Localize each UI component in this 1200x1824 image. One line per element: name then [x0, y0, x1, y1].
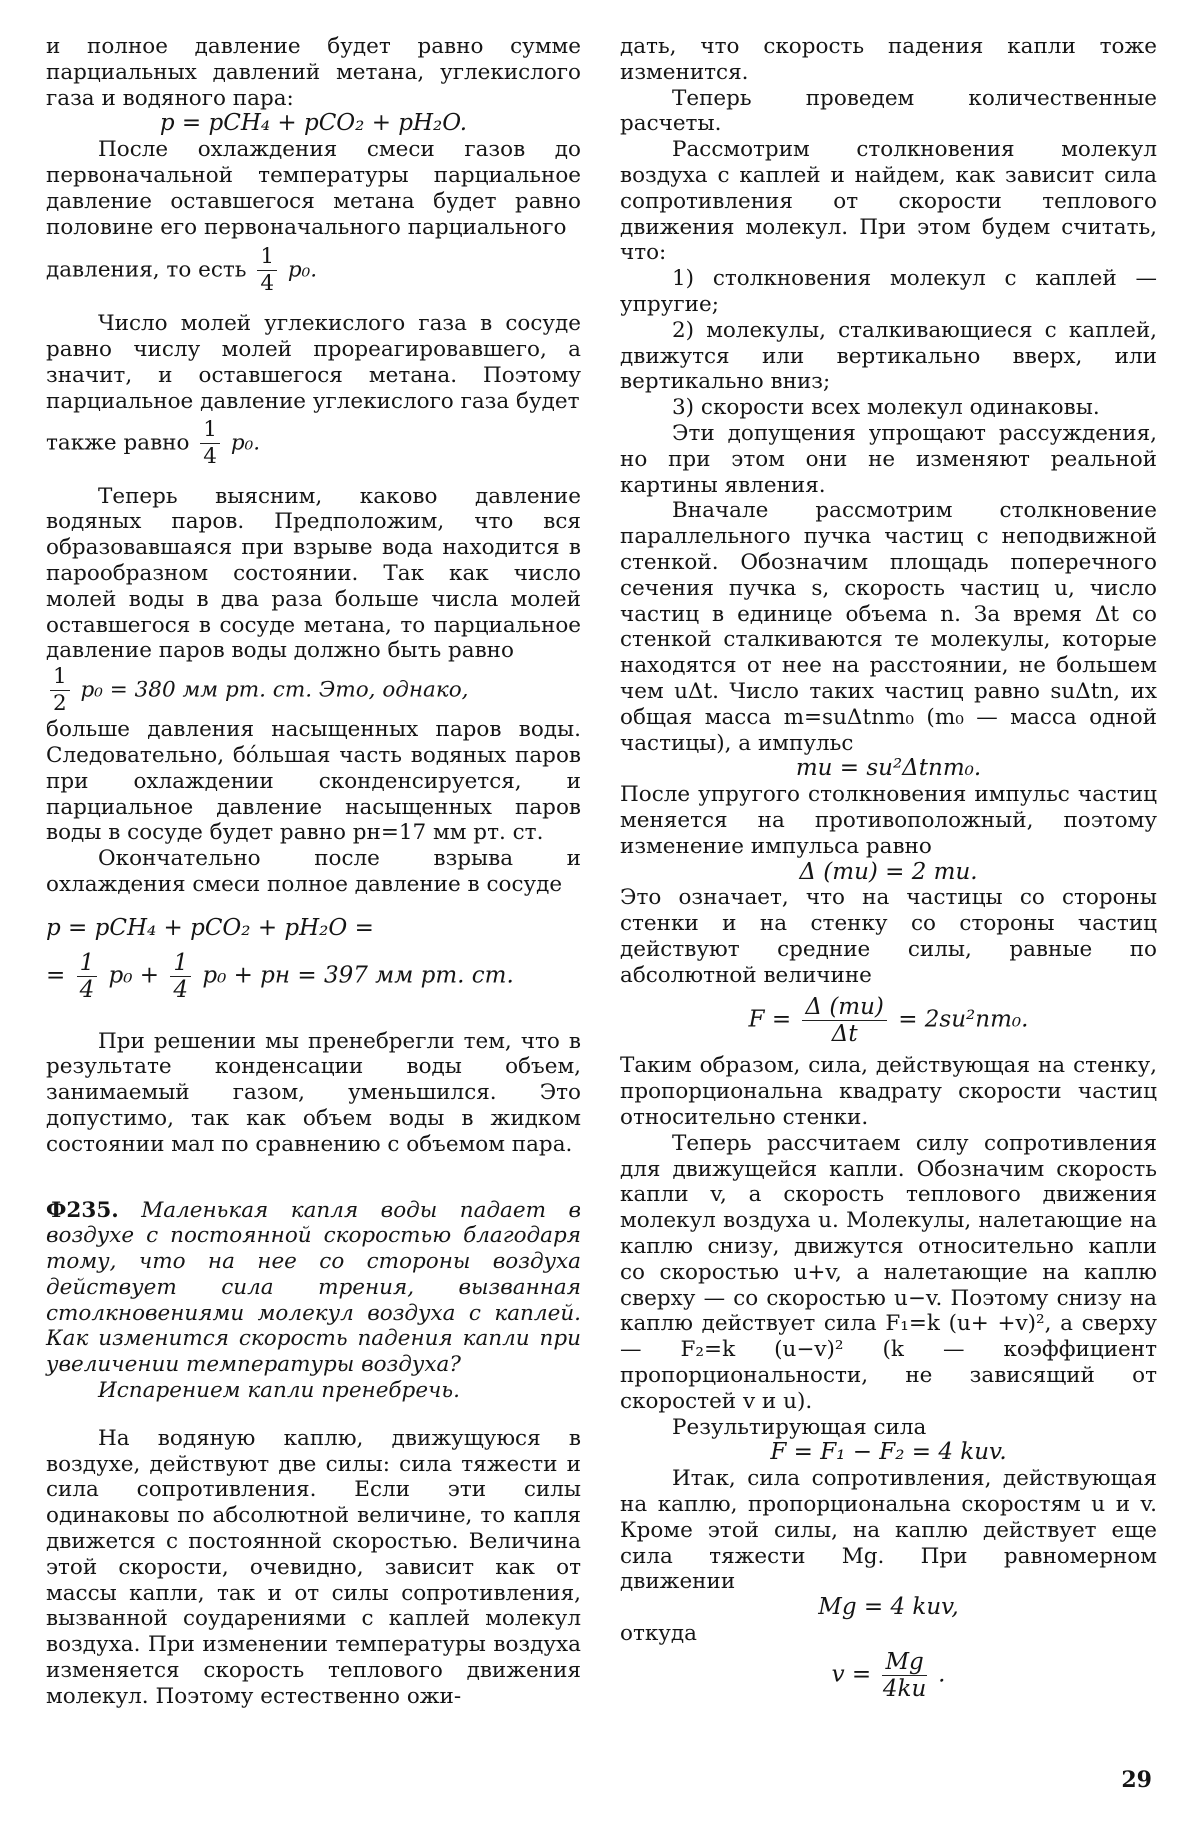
paragraph: откуда: [620, 1621, 697, 1647]
paragraph: [46, 664, 581, 717]
fraction: $\frac{1}{4}$: [200, 417, 220, 470]
paragraph: Результирующая сила: [672, 1414, 927, 1440]
paragraph: При решении мы пренебрегли тем, что в результате конденсации воды объем, занимаемый газом, уменьшился. Это допустимо, так как объем воды в жидком состоянии мал по сравнению с объемом пара.: [46, 1028, 581, 1157]
paragraph: Окончательно после взрыва и охлаждения смеси полное давление в сосуде: [46, 846, 581, 897]
paragraph: После упругого столкновения импульс частиц меняется на противоположный, поэтому изменение импульса равно: [620, 782, 1157, 859]
paragraph: Таким образом, сила, действующая на стенку, пропорциональна квадрату скорости частиц относительно стенки.: [620, 1053, 1157, 1131]
list-item: 2) молекулы, сталкивающиеся с каплей, движутся или вертикально вверх, или вертикально вниз;: [620, 317, 1157, 395]
paragraph: больше давления насыщенных паров воды. Следовательно, бóльшая часть водяных паров при охлаждении сконденсируется, и парциальное давление насыщенных паров воды в сосуде будет равно pн=17 мм рт. ст.: [46, 717, 581, 846]
text: p₀ = 380 мм рт. ст. Это, однако,: [80, 677, 469, 703]
left-column: [46, 34, 581, 1710]
list-item: 3) скорости всех молекул одинаковы.: [672, 395, 1100, 421]
equation: mu = su²Δtnm₀.: [795, 755, 982, 782]
equation: p = pCH₄ + pCO₂ + pH₂O =: [46, 914, 374, 941]
paragraph: [46, 244, 581, 297]
paragraph: Эти допущения упрощают рассуждения, но при этом они не изменяют реальной картины явления.: [620, 420, 1157, 498]
problem-note: Испарением капли пренебречь.: [98, 1378, 460, 1404]
paragraph: После охлаждения смеси газов до первоначальной температуры парциальное давление оставшегося метана будет равно половине его первоначального парциального: [46, 137, 581, 240]
equation: F = F₁ − F₂ = 4 kuv.: [770, 1439, 1007, 1466]
paragraph: Вначале рассмотрим столкновение параллельного пучка частиц с неподвижной стенкой. Обозначим площадь поперечного сечения пучка s, скорость частиц u, число частиц в единице объема n. За время Δt со стенкой сталкиваются те молекулы, которые находятся от нее на расстоянии, не большем чем uΔt. Число таких частиц равно suΔtn, их общая масса m=suΔtnm₀ (m₀ — масса одной частицы), а импульс: [620, 498, 1157, 756]
fraction: $\frac{1}{4}$: [170, 950, 191, 1003]
text: давления, то есть: [46, 257, 247, 283]
paragraph: Число молей углекислого газа в сосуде равно числу молей прореагировавшего, а значит, и оставшегося метана. Поэтому парциальное давление углекислого газа будет: [46, 311, 581, 414]
fraction: $\frac{Mg}{4ku}$: [882, 1648, 927, 1702]
equation: F = $\frac{\Delta (mu)}{\Delta t}$ = 2su²nm₀.: [748, 994, 1029, 1048]
equation: Mg = 4 kuv,: [818, 1594, 959, 1621]
problem-statement: Ф235. Маленькая капля воды падает в воздухе с постоянной скоростью благодаря тому, что на нее со стороны воздуха действует сила трения, вызванная столкновениями молекул воздуха с каплей. Как изменится скорость падения капли при увеличении температуры воздуха?: [46, 1197, 581, 1378]
text: p₀.: [287, 257, 318, 283]
right-column: [620, 34, 1157, 1702]
list-item: 1) столкновения молекул с каплей — упругие;: [620, 266, 1157, 317]
equation: Δ (mu) = 2 mu.: [799, 858, 978, 885]
fraction: $\frac{\Delta (mu)}{\Delta t}$: [802, 994, 887, 1047]
paragraph: дать, что скорость падения капли тоже изменится.: [620, 34, 1157, 85]
paragraph: Теперь проведем количественные расчеты.: [620, 85, 1157, 137]
equation: = $\frac{1}{4}$ p₀ + $\frac{1}{4}$ p₀ + pн = 397 мм рт. ст.: [46, 949, 514, 1003]
text: p₀.: [230, 430, 261, 456]
paragraph: и полное давление будет равно сумме парциальных давлений метана, углекислого газа и водяного пара:: [46, 34, 581, 111]
paragraph: Итак, сила сопротивления, действующая на каплю, пропорциональна скоростям u и v. Кроме этой силы, на каплю действует еще сила тяжести Mg. При равномерном движении: [620, 1466, 1157, 1595]
paragraph: Это означает, что на частицы со стороны стенки и на стенку со стороны частиц действуют средние силы, равные по абсолютной величине: [620, 885, 1157, 988]
paragraph: На водяную каплю, движущуюся в воздухе, действуют две силы: сила тяжести и сила сопротивления. Если эти силы одинаковы по абсолютной величине, то капля движется с постоянной скоростью. Величина этой скорости, очевидно, зависит как от массы капли, так и от силы сопротивления, вызванной соударениями с каплей молекул воздуха. При изменении температуры воздуха изменяется скорость теплового движения молекул. Поэтому естественно ожи-: [46, 1425, 581, 1709]
paragraph: Теперь выясним, каково давление водяных паров. Предположим, что вся образовавшаяся при взрыве вода находится в парообразном состоянии. Так как число молей воды в два раза больше числа молей оставшегося в сосуде метана, то парциальное давление паров воды должно быть равно: [46, 483, 581, 664]
fraction: $\frac{1}{4}$: [77, 950, 98, 1003]
paragraph: Рассмотрим столкновения молекул воздуха с каплей и найдем, как зависит сила сопротивления от скорости теплового движения молекул. При этом будем считать, что:: [620, 137, 1157, 266]
paragraph: [46, 417, 581, 470]
equation: p = pCH₄ + pCO₂ + pH₂O.: [159, 110, 468, 137]
fraction: $\frac{1}{2}$: [50, 664, 70, 717]
paragraph: Теперь рассчитаем силу сопротивления для движущейся капли. Обозначим скорость капли v, а скорость теплового движения молекул воздуха u. Молекулы, налетающие на каплю снизу, движутся относительно капли со скоростью u+v, а налетающие на каплю сверху — со скоростью u−v. Поэтому снизу на каплю действует сила F₁=k (u+ +v)², а сверху — F₂=k (u−v)² (k — коэффициент пропорциональности, не зависящий от скоростей v и u).: [620, 1130, 1157, 1414]
problem-id: Ф235.: [46, 1197, 119, 1223]
page-number: 29: [1121, 1767, 1152, 1794]
text: также равно: [46, 430, 190, 456]
fraction: $\frac{1}{4}$: [257, 244, 277, 297]
equation: v = $\frac{Mg}{4ku}$ .: [831, 1648, 946, 1702]
